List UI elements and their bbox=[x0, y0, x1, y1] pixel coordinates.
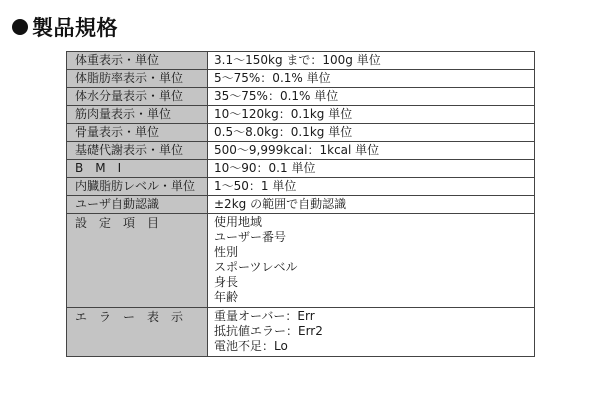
row-label: 内臓脂肪レベル・単位 bbox=[67, 178, 208, 196]
errors-label: エ ラ ー 表 示 bbox=[67, 308, 208, 357]
table-row bbox=[67, 196, 535, 214]
row-label: ユーザ自動認識 bbox=[67, 196, 208, 214]
row-value: 0.5〜8.0kg：0.1kg 単位 bbox=[208, 124, 535, 142]
spec-table bbox=[66, 51, 535, 357]
row-value: 10〜120kg：0.1kg 単位 bbox=[208, 106, 535, 124]
table-row bbox=[67, 106, 535, 124]
row-value: 500〜9,999kcal：1kcal 単位 bbox=[208, 142, 535, 160]
row-value: ±2kg の範囲で自動認識 bbox=[208, 196, 535, 214]
row-value: 10〜90：0.1 単位 bbox=[208, 160, 535, 178]
settings-value bbox=[208, 214, 535, 308]
bullet-icon bbox=[12, 19, 28, 35]
row-label: 体重表示・単位 bbox=[67, 52, 208, 70]
error-item: 重量オーバー：Err bbox=[214, 309, 315, 323]
row-label: 基礎代謝表示・単位 bbox=[67, 142, 208, 160]
error-item: 抵抗値エラー：Err2 bbox=[214, 324, 323, 338]
table-row bbox=[67, 70, 535, 88]
page-title-text: 製品規格 bbox=[32, 16, 118, 40]
settings-item: 使用地域 bbox=[214, 215, 263, 229]
page-title bbox=[12, 13, 118, 41]
table-row-errors bbox=[67, 308, 535, 357]
error-item: 電池不足：Lo bbox=[214, 339, 288, 353]
settings-item: 性別 bbox=[214, 245, 239, 259]
row-value: 1〜50：1 単位 bbox=[208, 178, 535, 196]
row-label: 筋肉量表示・単位 bbox=[67, 106, 208, 124]
row-label: 体水分量表示・単位 bbox=[67, 88, 208, 106]
table-row bbox=[67, 178, 535, 196]
row-label: 骨量表示・単位 bbox=[67, 124, 208, 142]
row-label: B M I bbox=[67, 160, 208, 178]
row-label: 体脂肪率表示・単位 bbox=[67, 70, 208, 88]
table-row bbox=[67, 88, 535, 106]
table-row bbox=[67, 160, 535, 178]
row-value: 5〜75%：0.1% 単位 bbox=[208, 70, 535, 88]
settings-item: 年齢 bbox=[214, 290, 239, 304]
table-row bbox=[67, 52, 535, 70]
row-value: 3.1〜150kg まで：100g 単位 bbox=[208, 52, 535, 70]
settings-label: 設 定 項 目 bbox=[67, 214, 208, 308]
table-row bbox=[67, 142, 535, 160]
settings-item: ユーザー番号 bbox=[214, 230, 287, 244]
errors-value bbox=[208, 308, 535, 357]
row-value: 35〜75%：0.1% 単位 bbox=[208, 88, 535, 106]
table-row bbox=[67, 124, 535, 142]
settings-item: 身長 bbox=[214, 275, 239, 289]
settings-item: スポーツレベル bbox=[214, 260, 298, 274]
table-row-settings bbox=[67, 214, 535, 308]
